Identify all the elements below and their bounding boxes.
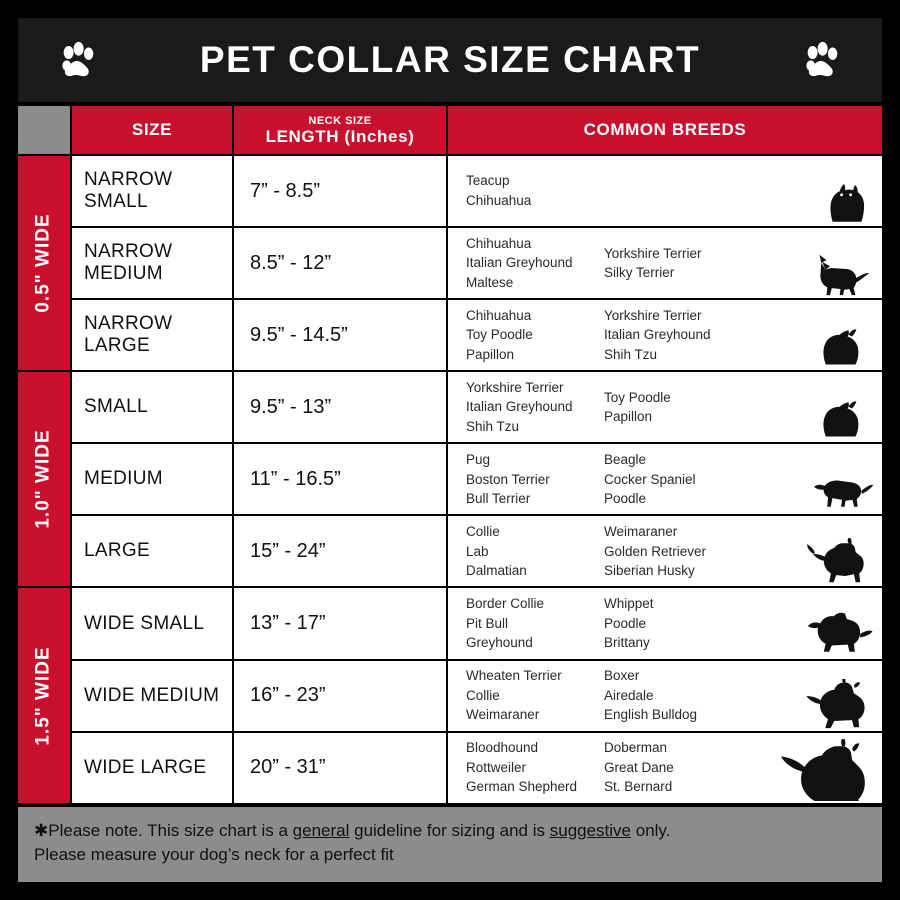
cell-breeds	[448, 733, 882, 803]
footer-text-b: guideline for sizing and is	[349, 820, 550, 840]
footer-text-a: ✱Please note. This size chart is a	[34, 820, 293, 840]
size-table	[18, 106, 882, 803]
column-header-breeds: COMMON BREEDS	[448, 106, 882, 154]
cell-length: 9.5” - 13”	[234, 372, 446, 442]
table-row	[72, 661, 882, 731]
group-label-text: 1.5" WIDE	[33, 645, 54, 746]
footer-note	[18, 807, 882, 882]
cell-size: SMALL	[72, 372, 232, 442]
table-row	[72, 300, 882, 370]
breed-name: Shih Tzu	[604, 346, 658, 362]
breed-name: Papillon	[604, 409, 653, 425]
breed-name: Cocker Spaniel	[604, 471, 696, 487]
breed-name: Italian Greyhound	[604, 327, 711, 343]
table-row	[72, 444, 882, 514]
cell-breeds	[448, 300, 882, 370]
breed-name: Rottweiler	[466, 759, 527, 775]
breed-name: Weimaraner	[466, 707, 540, 723]
breed-name: Yorkshire Terrier	[604, 245, 702, 261]
breed-name: Boston Terrier	[466, 471, 550, 487]
paw-print-icon	[58, 40, 98, 80]
footer-line-2: Please measure your dog’s neck for a perfect fit	[34, 845, 394, 865]
paw-print-icon	[802, 40, 842, 80]
breed-name: Toy Poodle	[604, 389, 671, 405]
cell-breeds	[448, 228, 882, 298]
group-rows	[72, 588, 882, 802]
cell-breeds	[448, 661, 882, 731]
breed-column-1	[466, 522, 604, 581]
cell-length: 20” - 31”	[234, 733, 446, 803]
cell-size: MEDIUM	[72, 444, 232, 514]
breed-name: Yorkshire Terrier	[466, 379, 564, 395]
width-group	[18, 156, 882, 370]
breed-name: Italian Greyhound	[466, 399, 573, 415]
breed-name: Shih Tzu	[466, 419, 520, 435]
breed-column-1	[466, 378, 604, 437]
breed-name: Boxer	[604, 668, 640, 684]
breed-name: Bloodhound	[466, 740, 539, 756]
table-row	[72, 372, 882, 442]
breed-column-1	[466, 738, 604, 797]
breed-name: Airedale	[604, 687, 654, 703]
table-header-row	[18, 106, 882, 154]
group-label-one-inch	[18, 372, 70, 586]
cell-length: 16” - 23”	[234, 661, 446, 731]
breed-column-2	[604, 306, 742, 365]
breed-name: Greyhound	[466, 635, 533, 651]
cell-length: 11” - 16.5”	[234, 444, 446, 514]
cell-length: 7” - 8.5”	[234, 156, 446, 226]
breed-name: Wheaten Terrier	[466, 668, 562, 684]
table-row	[72, 228, 882, 298]
cell-size: NARROW SMALL	[72, 156, 232, 226]
cell-breeds	[448, 516, 882, 586]
breed-name: Chihuahua	[466, 193, 532, 209]
footer-text-general: general	[292, 820, 350, 840]
width-group	[18, 588, 882, 802]
table-row	[72, 516, 882, 586]
breed-column-2	[604, 522, 742, 581]
breed-name: Whippet	[604, 596, 654, 612]
cell-length: 9.5” - 14.5”	[234, 300, 446, 370]
breed-column-1	[466, 594, 604, 653]
breed-name: German Shepherd	[466, 779, 578, 795]
cell-size: WIDE SMALL	[72, 588, 232, 658]
breed-name: Toy Poodle	[466, 327, 533, 343]
breed-name: Collie	[466, 524, 500, 540]
breed-name: St. Bernard	[604, 779, 673, 795]
breed-column-1	[466, 306, 604, 365]
breed-name: Papillon	[466, 346, 515, 362]
breed-column-2	[604, 666, 742, 725]
breed-name: Doberman	[604, 740, 668, 756]
breed-name: Golden Retriever	[604, 543, 707, 559]
cell-size: WIDE MEDIUM	[72, 661, 232, 731]
breed-name: English Bulldog	[604, 707, 698, 723]
breed-column-1	[466, 450, 604, 509]
footer-line-1	[34, 819, 866, 844]
breed-name: Pug	[466, 452, 491, 467]
footer-text-c: only.	[631, 820, 671, 840]
breed-name: Pit Bull	[466, 615, 509, 631]
cell-size: WIDE LARGE	[72, 733, 232, 803]
breed-column-2	[604, 738, 742, 797]
breed-column-1	[466, 234, 604, 293]
cell-breeds	[448, 372, 882, 442]
breed-column-2	[604, 388, 742, 427]
breed-name: Great Dane	[604, 759, 674, 775]
footer-text-suggestive: suggestive	[549, 820, 632, 840]
breed-name: Yorkshire Terrier	[604, 307, 702, 323]
cell-breeds	[448, 588, 882, 658]
breed-name: Collie	[466, 687, 500, 703]
breed-column-1	[466, 171, 604, 210]
group-label-half-inch	[18, 156, 70, 370]
cell-size: NARROW LARGE	[72, 300, 232, 370]
breed-name: Bull Terrier	[466, 491, 531, 507]
breed-name: Beagle	[604, 452, 647, 467]
table-row	[72, 588, 882, 658]
cell-length: 13” - 17”	[234, 588, 446, 658]
group-label-inch-and-half	[18, 588, 70, 802]
cell-size: LARGE	[72, 516, 232, 586]
breed-name: Lab	[466, 543, 489, 559]
breed-name: Teacup	[466, 173, 510, 189]
group-label-text: 0.5" WIDE	[33, 213, 54, 313]
breed-name: Poodle	[604, 491, 647, 507]
group-rows	[72, 372, 882, 586]
breed-name: Weimaraner	[604, 524, 678, 540]
breed-name: Maltese	[466, 274, 514, 290]
table-row	[72, 156, 882, 226]
breed-name: Chihuahua	[466, 235, 532, 251]
table-corner-cell	[18, 106, 70, 154]
width-group	[18, 372, 882, 586]
breed-name: Silky Terrier	[604, 265, 675, 281]
column-header-size: SIZE	[72, 106, 232, 154]
cell-length: 15” - 24”	[234, 516, 446, 586]
breed-name: Poodle	[604, 615, 647, 631]
cell-length: 8.5” - 12”	[234, 228, 446, 298]
breed-column-2	[604, 450, 742, 509]
column-header-length-label: LENGTH (Inches)	[265, 126, 415, 146]
cell-size: NARROW MEDIUM	[72, 228, 232, 298]
page-title: PET COLLAR SIZE CHART	[199, 39, 701, 80]
breed-column-2	[604, 244, 742, 283]
cell-breeds	[448, 444, 882, 514]
breed-column-2	[604, 594, 742, 653]
column-header-length	[234, 106, 446, 154]
group-rows	[72, 156, 882, 370]
breed-name: Siberian Husky	[604, 563, 695, 579]
group-label-text: 1.0" WIDE	[33, 429, 54, 529]
breed-name: Dalmatian	[466, 563, 527, 579]
breed-name: Brittany	[604, 635, 650, 651]
breed-column-1	[466, 666, 604, 725]
cell-breeds	[448, 156, 882, 226]
breed-name: Chihuahua	[466, 307, 532, 323]
breed-name: Border Collie	[466, 596, 545, 612]
chart-header	[18, 18, 882, 102]
table-row	[72, 733, 882, 803]
column-header-neck-size: NECK SIZE	[308, 114, 372, 127]
breed-name: Italian Greyhound	[466, 255, 573, 271]
